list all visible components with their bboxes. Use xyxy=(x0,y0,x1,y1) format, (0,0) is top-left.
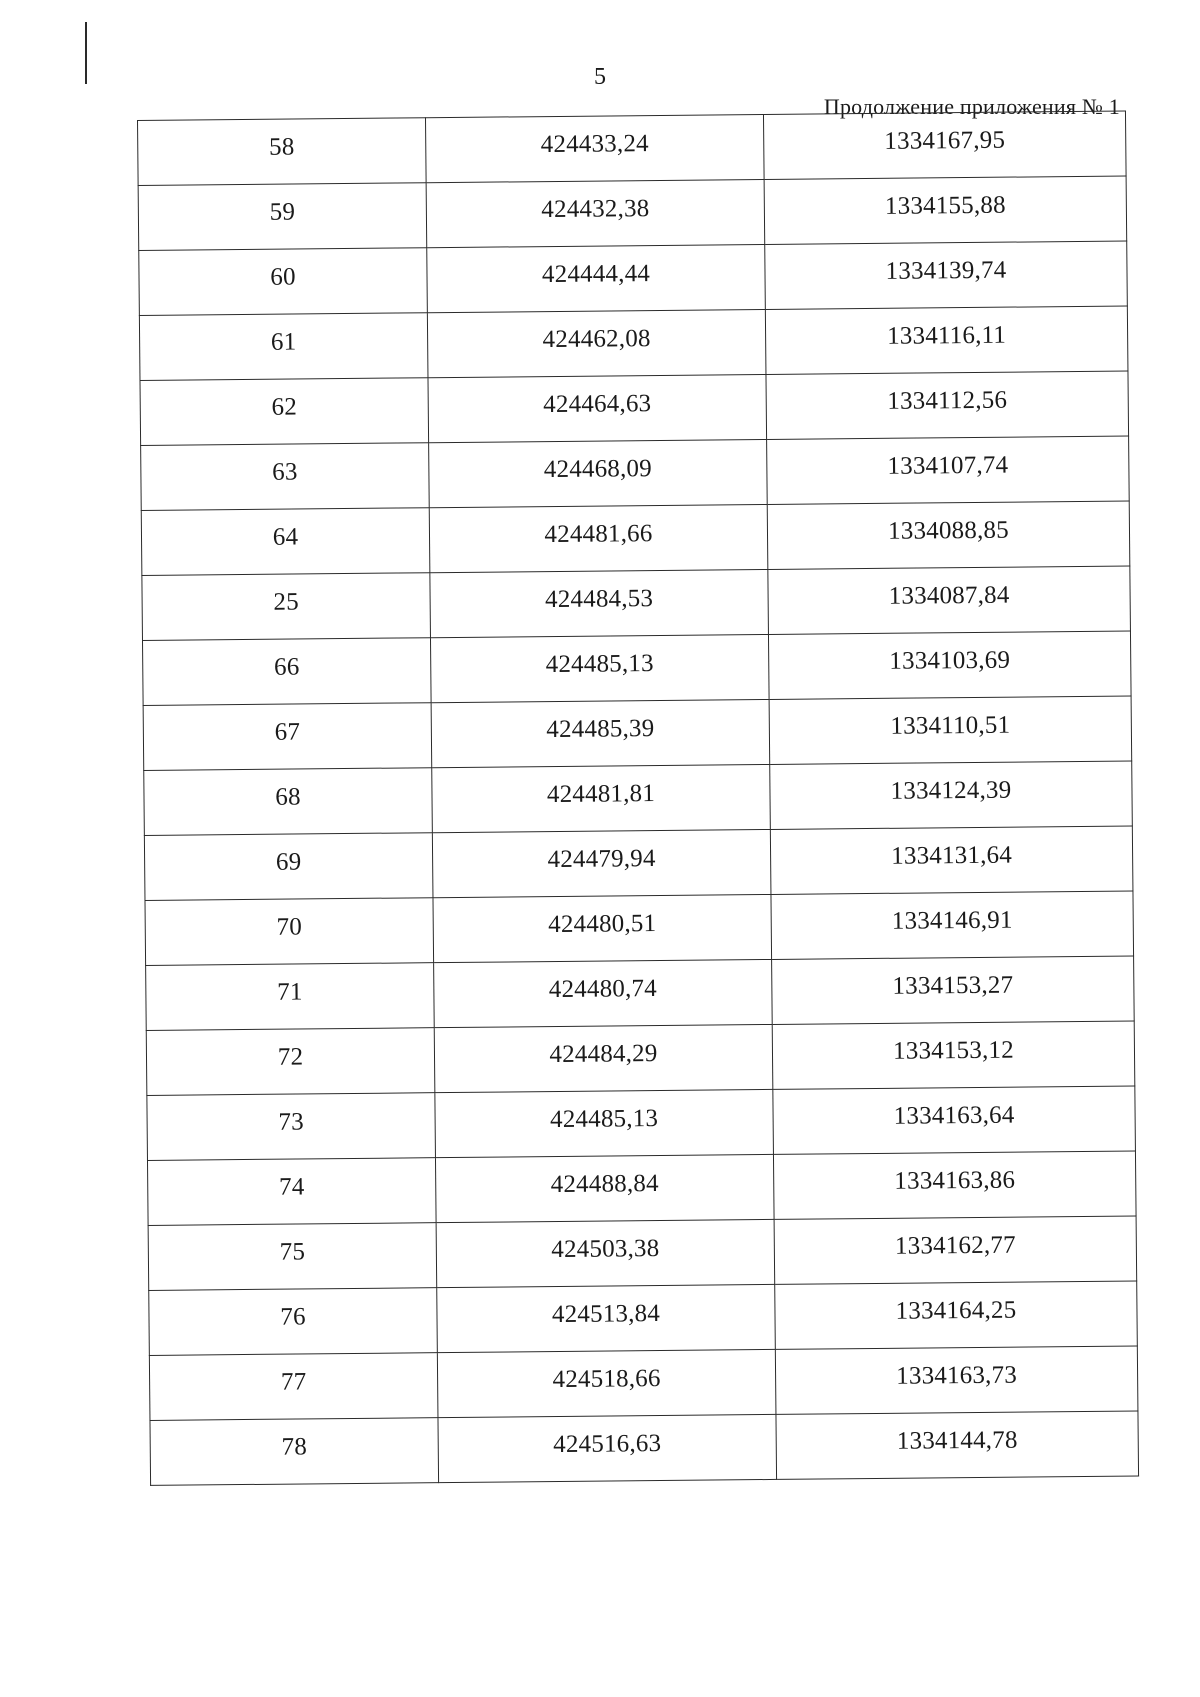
table-row xyxy=(142,566,1131,640)
y-coordinate-cell-value: 1334139,74 xyxy=(885,256,1007,285)
x-coordinate-cell xyxy=(432,764,771,832)
x-coordinate-cell xyxy=(434,959,773,1027)
y-coordinate-cell xyxy=(771,891,1134,959)
point-number-cell-value: 64 xyxy=(272,523,299,551)
x-coordinate-cell xyxy=(434,1024,773,1092)
x-coordinate-cell xyxy=(437,1349,776,1417)
x-coordinate-cell xyxy=(428,374,767,442)
point-number-cell xyxy=(141,508,430,576)
point-number-cell xyxy=(144,833,433,901)
point-number-cell xyxy=(142,638,431,706)
y-coordinate-cell-value: 1334112,56 xyxy=(887,386,1008,415)
y-coordinate-cell-value: 1334155,88 xyxy=(884,191,1006,220)
y-coordinate-cell-value: 1334164,25 xyxy=(895,1296,1017,1325)
x-coordinate-cell-value: 424484,29 xyxy=(549,1040,658,1069)
point-number-cell-value: 62 xyxy=(271,393,298,421)
point-number-cell xyxy=(149,1288,438,1356)
y-coordinate-cell xyxy=(765,306,1128,374)
x-coordinate-cell-value: 424444,44 xyxy=(541,260,651,289)
x-coordinate-cell-value: 424484,53 xyxy=(544,585,654,614)
x-coordinate-cell-value: 424513,84 xyxy=(551,1300,661,1329)
y-coordinate-cell-value: 1334131,64 xyxy=(891,841,1013,870)
y-coordinate-cell xyxy=(765,241,1128,309)
point-number-cell-value: 70 xyxy=(276,913,303,941)
x-coordinate-cell-value: 424480,74 xyxy=(548,975,658,1004)
point-number-cell xyxy=(139,313,428,381)
table-row xyxy=(149,1281,1138,1355)
x-coordinate-cell xyxy=(433,894,772,962)
table-row xyxy=(147,1086,1136,1160)
x-coordinate-cell xyxy=(426,179,765,247)
y-coordinate-cell-value: 1334103,69 xyxy=(889,646,1011,675)
x-coordinate-cell xyxy=(432,829,771,897)
coordinates-table-body xyxy=(138,111,1139,1485)
x-coordinate-cell-value: 424485,13 xyxy=(549,1105,659,1134)
y-coordinate-cell xyxy=(767,501,1130,569)
point-number-cell xyxy=(144,768,433,836)
y-coordinate-cell-value: 1334087,84 xyxy=(888,581,1010,610)
point-number-cell xyxy=(147,1093,436,1161)
y-coordinate-cell xyxy=(770,761,1133,829)
point-number-cell xyxy=(147,1158,436,1226)
y-coordinate-cell xyxy=(770,826,1133,894)
point-number-cell-value: 68 xyxy=(275,783,301,811)
x-coordinate-cell xyxy=(436,1219,775,1287)
y-coordinate-cell-value: 1334162,77 xyxy=(894,1231,1016,1260)
y-coordinate-cell-value: 1334110,51 xyxy=(890,711,1011,740)
point-number-cell xyxy=(146,1028,435,1096)
y-coordinate-cell-value: 1334163,86 xyxy=(894,1166,1016,1195)
y-coordinate-cell xyxy=(768,566,1131,634)
table-row xyxy=(145,891,1134,965)
table-row xyxy=(150,1411,1139,1485)
y-coordinate-cell-value: 1334088,85 xyxy=(887,516,1009,545)
y-coordinate-cell xyxy=(764,176,1127,244)
y-coordinate-cell-value: 1334116,11 xyxy=(887,321,1007,350)
x-coordinate-cell xyxy=(425,114,764,182)
y-coordinate-cell xyxy=(773,1151,1136,1219)
coordinates-table xyxy=(137,111,1139,1486)
x-coordinate-cell xyxy=(430,634,769,702)
point-number-cell xyxy=(142,573,431,641)
appendix-continuation-note: Продолжение приложения № 1 xyxy=(823,94,1120,119)
x-coordinate-cell-value: 424481,66 xyxy=(544,520,653,549)
point-number-cell-value: 58 xyxy=(268,133,295,161)
y-coordinate-cell xyxy=(774,1216,1137,1284)
table-row xyxy=(140,371,1129,445)
point-number-cell xyxy=(138,183,427,251)
x-coordinate-cell xyxy=(427,309,766,377)
point-number-cell-value: 67 xyxy=(274,718,301,746)
y-coordinate-cell-value: 1334146,91 xyxy=(891,906,1013,935)
point-number-cell-value: 76 xyxy=(280,1303,306,1331)
x-coordinate-cell-value: 424432,38 xyxy=(541,195,650,224)
y-coordinate-cell xyxy=(772,956,1135,1024)
x-coordinate-cell-value: 424468,09 xyxy=(543,455,653,484)
table-row xyxy=(138,176,1127,250)
x-coordinate-cell xyxy=(429,504,768,572)
x-coordinate-cell-value: 424518,66 xyxy=(552,1365,661,1394)
point-number-cell-value: 59 xyxy=(269,198,296,226)
x-coordinate-cell-value: 424485,39 xyxy=(546,715,655,744)
table-row xyxy=(141,436,1130,510)
y-coordinate-cell xyxy=(776,1411,1139,1479)
x-coordinate-cell-value: 424480,51 xyxy=(548,910,657,939)
x-coordinate-cell-value: 424516,63 xyxy=(553,1430,662,1459)
y-coordinate-cell xyxy=(773,1086,1136,1154)
point-number-cell xyxy=(143,703,432,771)
x-coordinate-cell-value: 424503,38 xyxy=(551,1235,660,1264)
point-number-cell-value: 61 xyxy=(270,328,297,356)
point-number-cell xyxy=(149,1353,438,1421)
point-number-cell xyxy=(138,118,427,186)
point-number-cell-value: 78 xyxy=(281,1433,308,1461)
x-coordinate-cell-value: 424485,13 xyxy=(545,650,654,679)
point-number-cell-value: 73 xyxy=(278,1108,304,1136)
x-coordinate-cell xyxy=(431,699,770,767)
table-row xyxy=(149,1346,1138,1420)
y-coordinate-cell xyxy=(769,696,1132,764)
x-coordinate-cell-value: 424433,24 xyxy=(540,130,649,159)
point-number-cell-value: 66 xyxy=(273,653,300,681)
y-coordinate-cell-value: 1334163,73 xyxy=(896,1361,1018,1390)
x-coordinate-cell xyxy=(427,244,766,312)
y-coordinate-cell-value: 1334124,39 xyxy=(890,776,1012,805)
point-number-cell xyxy=(141,443,430,511)
table-row xyxy=(142,631,1131,705)
x-coordinate-cell xyxy=(435,1089,774,1157)
point-number-cell xyxy=(148,1223,437,1291)
point-number-cell-value: 71 xyxy=(277,978,303,1006)
y-coordinate-cell-value: 1334167,95 xyxy=(884,126,1006,155)
y-coordinate-cell-value: 1334163,64 xyxy=(893,1101,1015,1130)
table-row xyxy=(146,956,1135,1030)
x-coordinate-cell xyxy=(435,1154,774,1222)
point-number-cell-value: 60 xyxy=(270,263,296,291)
x-coordinate-cell-value: 424479,94 xyxy=(547,845,656,874)
y-coordinate-cell-value: 1334107,74 xyxy=(887,451,1009,480)
y-coordinate-cell xyxy=(766,371,1129,439)
table-row xyxy=(147,1151,1136,1225)
point-number-cell-value: 25 xyxy=(273,588,299,616)
y-coordinate-cell-value: 1334153,12 xyxy=(892,1036,1014,1065)
point-number-cell-value: 75 xyxy=(279,1238,306,1266)
x-coordinate-cell xyxy=(430,569,769,637)
y-coordinate-cell xyxy=(775,1346,1138,1414)
page-number: 5 xyxy=(594,64,606,90)
point-number-cell-value: 72 xyxy=(277,1043,304,1071)
y-coordinate-cell xyxy=(775,1281,1138,1349)
table-row xyxy=(141,501,1130,575)
point-number-cell-value: 77 xyxy=(280,1368,307,1396)
point-number-cell xyxy=(146,963,435,1031)
x-coordinate-cell xyxy=(429,439,768,507)
point-number-cell xyxy=(150,1418,439,1486)
table-row xyxy=(144,761,1133,835)
table-row xyxy=(138,111,1127,185)
y-coordinate-cell xyxy=(768,631,1131,699)
y-coordinate-cell xyxy=(772,1021,1135,1089)
point-number-cell xyxy=(145,898,434,966)
y-coordinate-cell-value: 1334153,27 xyxy=(892,971,1014,1000)
point-number-cell xyxy=(140,378,429,446)
table-row xyxy=(144,826,1133,900)
y-coordinate-cell xyxy=(763,111,1126,179)
y-coordinate-cell-value: 1334144,78 xyxy=(896,1426,1018,1455)
table-row xyxy=(148,1216,1137,1290)
point-number-cell xyxy=(139,248,428,316)
x-coordinate-cell-value: 424462,08 xyxy=(542,325,651,354)
table-row xyxy=(143,696,1132,770)
x-coordinate-cell-value: 424481,81 xyxy=(546,780,656,809)
x-coordinate-cell-value: 424488,84 xyxy=(550,1170,659,1199)
y-coordinate-cell xyxy=(767,436,1130,504)
point-number-cell-value: 63 xyxy=(272,458,298,486)
table-row xyxy=(139,306,1128,380)
x-coordinate-cell xyxy=(438,1414,777,1482)
x-coordinate-cell-value: 424464,63 xyxy=(543,390,652,419)
point-number-cell-value: 74 xyxy=(278,1173,305,1201)
point-number-cell-value: 69 xyxy=(275,848,302,876)
table-row xyxy=(139,241,1128,315)
table-row xyxy=(146,1021,1135,1095)
x-coordinate-cell xyxy=(437,1284,776,1352)
